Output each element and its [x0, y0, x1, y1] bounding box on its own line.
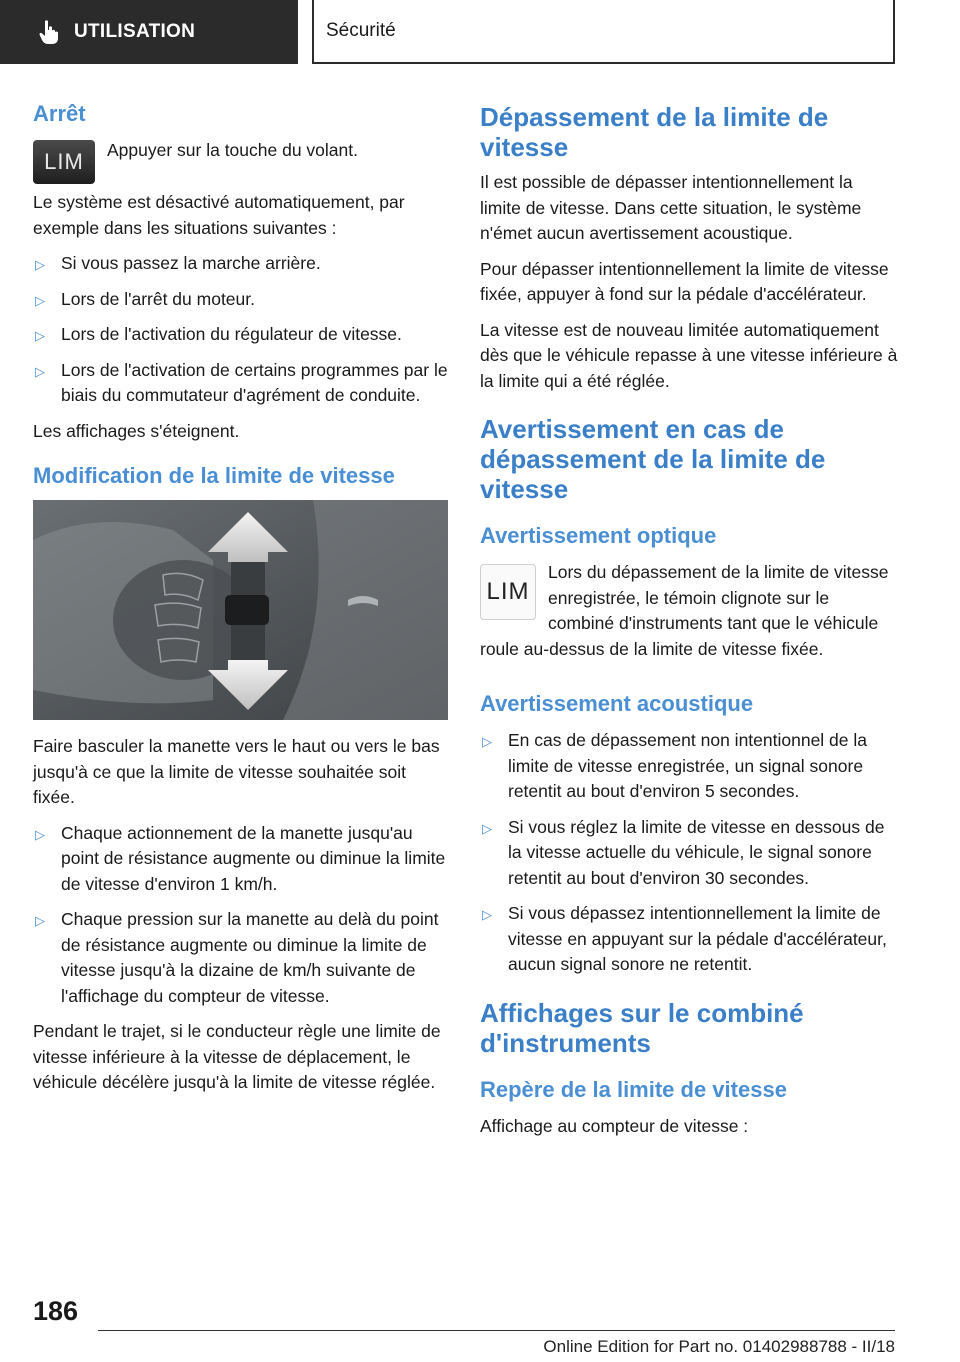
- triangle-bullet-icon: ▷: [35, 257, 45, 272]
- affich-heading: Affichages sur le combiné d'instruments: [480, 997, 804, 1058]
- optique-text: Lors du dépassement de la limite de vitesse enregistrée, le témoin clignote sur le combiné d'instruments tant que le véhicule roule au-dessus de la limite de vitesse fixée.: [480, 562, 889, 659]
- steering-wheel-photo: [33, 500, 448, 720]
- displays-off-text: Les affichages s'éteignent.: [33, 420, 240, 441]
- lim-button-icon: LIM: [33, 140, 95, 184]
- modif-heading: Modification de la limite de vitesse: [33, 463, 395, 488]
- arret-block: [33, 138, 448, 190]
- list-item: ▷ Lors de l'activation du régulateur de vitesse.: [33, 322, 448, 348]
- edition-footer: Online Edition for Part no. 01402988788 - II/18: [543, 1337, 895, 1356]
- page-number: 186: [33, 1296, 79, 1326]
- depass-p3: La vitesse est de nouveau limitée automatiquement dès que le véhicule repasse à une vitesse inférieure à la limite qui a été réglée.: [480, 319, 898, 391]
- triangle-bullet-icon: ▷: [35, 913, 45, 928]
- avert-heading: Avertissement en cas de dépassement de la limite de vitesse: [480, 414, 826, 504]
- section-tab: [0, 0, 298, 64]
- acoustique-list: [480, 728, 898, 978]
- list-item: ▷ Lors de l'activation de certains programmes par le biais du commutateur d'agrément de conduite.: [35, 359, 448, 405]
- trajet-text: Pendant le trajet, si le conducteur règle une limite de vitesse inférieure à la vitesse de déplacement, le véhicule décélère jusqu'à la limite de vitesse réglée.: [33, 1021, 441, 1092]
- triangle-bullet-icon: ▷: [35, 328, 45, 343]
- depass-p1: Il est possible de dépasser intentionnellement la limite de vitesse. Dans cette situation, le système n'émet aucun avertissement acoustique.: [480, 172, 862, 243]
- section-title: [312, 0, 895, 64]
- left-column: [33, 100, 448, 1106]
- list-item: ▷ Si vous réglez la limite de vitesse en dessous de la vitesse actuelle du véhicule, le signal sonore retentit au bout d'environ 30 secondes.: [482, 816, 885, 888]
- arret-text: Appuyer sur la touche du volant.: [107, 140, 358, 160]
- repere-text: Affichage au compteur de vitesse :: [480, 1115, 749, 1136]
- depass-p2: Pour dépasser intentionnellement la limite de vitesse fixée, appuyer à fond sur la pédale d'accélérateur.: [480, 258, 889, 304]
- tab-label: UTILISATION: [74, 21, 196, 42]
- repere-heading: Repère de la limite de vitesse: [480, 1076, 787, 1102]
- modif-text: Faire basculer la manette vers le haut ou vers le bas jusqu'à ce que la limite de vitesse souhaitée soit fixée.: [33, 736, 440, 807]
- list-item: ▷ Lors de l'arrêt du moteur.: [33, 287, 448, 313]
- hand-pointer-icon: [38, 19, 60, 45]
- triangle-bullet-icon: ▷: [35, 363, 45, 379]
- optique-heading: Avertissement optique: [480, 523, 717, 548]
- section-title-text: Sécurité: [326, 20, 396, 41]
- depass-heading: Dépassement de la limite de vitesse: [480, 102, 829, 162]
- list-item: ▷ Si vous dépassez intentionnellement la limite de vitesse en appuyant sur la pédale d'accélérateur, aucun signal sonore ne retentit.: [482, 903, 887, 974]
- triangle-bullet-icon: ▷: [482, 907, 492, 922]
- acoustique-heading: Avertissement acoustique: [480, 691, 754, 716]
- triangle-bullet-icon: ▷: [35, 292, 45, 308]
- footer-divider: [98, 1330, 895, 1331]
- auto-off-list: [33, 251, 448, 409]
- list-item: ▷ Chaque actionnement de la manette jusqu'au point de résistance augmente ou diminue la limite de vitesse d'environ 1 km/h.: [35, 822, 446, 894]
- triangle-bullet-icon: ▷: [35, 826, 45, 842]
- right-column: [480, 100, 898, 1149]
- lim-indicator-icon: LIM: [480, 564, 536, 620]
- list-item: ▷ Chaque pression sur la manette au delà du point de résistance augmente ou diminue la limite de vitesse jusqu'à la dizaine de km/h suivante de l'affichage du compteur de vitesse.: [35, 909, 439, 1006]
- triangle-bullet-icon: ▷: [482, 820, 492, 836]
- list-item: ▷ Si vous passez la marche arrière.: [33, 251, 448, 277]
- arret-heading: Arrêt: [33, 101, 86, 126]
- optique-block: [480, 560, 898, 672]
- triangle-bullet-icon: ▷: [482, 734, 492, 749]
- modif-list: [33, 821, 448, 1010]
- auto-off-text: Le système est désactivé automatiquement, par exemple dans les situations suivantes :: [33, 192, 405, 238]
- list-item: ▷ En cas de dépassement non intentionnel de la limite de vitesse enregistrée, un signal sonore retentit au bout d'environ 5 secondes.: [482, 730, 868, 801]
